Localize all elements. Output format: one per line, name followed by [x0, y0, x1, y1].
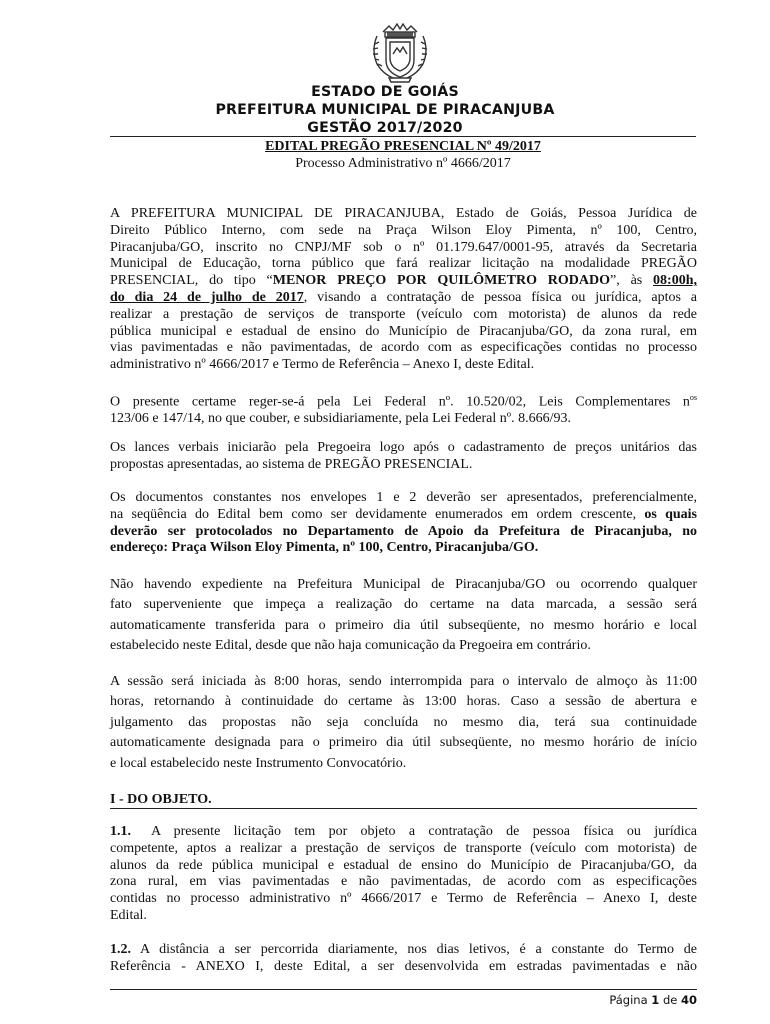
legal-line — [110, 390, 697, 411]
no-office-line: Não havendo expediente na Prefeitura Municipal de Piracanjuba/GO ou ocorrendo qualquer — [110, 577, 697, 592]
legal-superscript: os — [689, 393, 697, 402]
clause-line: alunos da rede pública municipal e estadual de ensino do Município de Piracanjuba/GO, da — [110, 857, 697, 873]
clause-line: zona rural, em vias pavimentadas e não pavimentadas, de acordo com as especificações — [110, 874, 697, 890]
section-heading: I - DO OBJETO. — [110, 792, 212, 807]
intro-line: vias pavimentadas e não pavimentadas, de acordo com as especificações contidas no processo — [110, 340, 697, 356]
clause-number: 1.1. — [110, 824, 131, 839]
clause-text: A presente licitação tem por objeto a contratação de pessoa física ou jurídica — [151, 824, 697, 839]
clause-line: Referência - ANEXO I, deste Edital, a ser desenvolvida em estradas pavimentadas e não — [110, 958, 697, 974]
intro-text: , visando a contratação de pessoa física ou jurídica, aptos a — [303, 289, 697, 305]
intro-line: pública municipal e estadual de ensino do Município de Piracanjuba/GO, da zona rural, em — [110, 323, 697, 339]
prefecture-heading: PREFEITURA MUNICIPAL DE PIRACANJUBA — [215, 102, 555, 118]
bids-line: propostas apresentadas, ao sistema de PREGÃO PRESENCIAL. — [110, 456, 473, 472]
intro-line: realizar a prestação de serviços de transporte (veículo com motorista) de alunos da rede — [110, 306, 697, 322]
no-office-line: fato superveniente que impeça a realização do certame na data marcada, a sessão será — [110, 597, 697, 613]
edital-title: EDITAL PREGÃO PRESENCIAL Nº 49/2017 — [265, 139, 541, 154]
session-line: horas, retornando à continuidade do certame às 13:00 horas. Caso a sessão de abertura e — [110, 694, 697, 710]
documents-line: endereço: Praça Wilson Eloy Pimenta, nº 100, Centro, Piracanjuba/GO. — [110, 540, 539, 556]
intro-text: PRESENCIAL, do tipo “ — [110, 273, 273, 289]
clause-number: 1.2. — [110, 942, 131, 957]
page-total: 40 — [680, 993, 697, 1007]
page-label: Página — [609, 993, 648, 1007]
footer-divider — [110, 989, 697, 990]
clause-line — [110, 824, 697, 841]
documents-line: deverão ser protocolados no Departamento de Apoio da Prefeitura de Piracanjuba, no — [110, 523, 697, 539]
intro-line — [110, 273, 697, 290]
process-number: Processo Administrativo nº 4666/2017 — [295, 156, 511, 171]
bids-paragraph — [110, 440, 697, 474]
intro-line: administrativo nº 4666/2017 e Termo de Referência – Anexo I, deste Edital. — [110, 357, 535, 373]
legal-line: 123/06 e 147/14, no que couber, e subsidiariamente, pela Lei Federal nº. 8.666/93. — [110, 411, 571, 427]
clause-1-2 — [110, 942, 697, 976]
intro-line: Municipal de Educação, torna público que fará realizar licitação na modalidade PREGÃO — [110, 256, 697, 272]
documents-line: Os documentos constantes nos envelopes 1 e 2 deverão ser apresentados, preferencialmente, — [110, 490, 697, 505]
clause-line: contidas no processo administrativo nº 4666/2017 e Termo de Referência – Anexo I, deste — [110, 891, 697, 907]
page-footer — [609, 993, 697, 1007]
session-line: julgamento das propostas não seja concluída no mesmo dia, terá sua continuidade — [110, 714, 697, 730]
municipal-coat-of-arms-icon — [369, 20, 431, 84]
intro-line — [110, 290, 697, 307]
documents-bold-text: os quais — [644, 506, 697, 522]
page-number: 1 — [651, 993, 660, 1007]
documents-text: na seqüência do Edital bem como ser devidamente enumerados em ordem crescente, — [110, 506, 645, 522]
documents-paragraph — [110, 490, 697, 557]
intro-line: Direito Público Interno, com sede na Praça Wilson Eloy Pimenta, nº 100, Centro, — [110, 222, 697, 238]
intro-paragraph — [110, 206, 697, 374]
clause-line: Edital. — [110, 907, 147, 923]
state-heading: ESTADO DE GOIÁS — [311, 84, 459, 100]
session-time: 08:00h, — [653, 273, 697, 289]
clause-1-1 — [110, 824, 697, 925]
no-office-line: automaticamente transferida para o primeiro dia útil subseqüente, no mesmo horário e local — [110, 617, 697, 633]
session-line: e local estabelecido neste Instrumento Convocatório. — [110, 755, 407, 771]
tender-type: MENOR PREÇO POR QUILÔMETRO RODADO — [272, 273, 611, 289]
clause-text: A distância a ser percorrida diariamente, nos dias letivos, é a constante do Termo de — [140, 942, 697, 957]
clause-line: competente, aptos a realizar a prestação de serviços de transporte (veículo com motorista) de — [110, 840, 697, 856]
intro-line: Piracanjuba/GO, inscrito no CNPJ/MF sob o nº 01.179.647/0001-95, através da Secretaria — [110, 239, 697, 255]
section-divider — [110, 808, 697, 809]
no-office-paragraph — [110, 575, 697, 657]
session-line: A sessão será iniciada às 8:00 horas, sendo interrompida para o intervalo de almoço às 11:00 — [110, 674, 697, 689]
documents-line — [110, 507, 697, 524]
no-office-line: estabelecido neste Edital, desde que não haja comunicação da Pregoeira em contrário. — [110, 638, 591, 654]
bids-line: Os lances verbais iniciarão pela Pregoeira logo após o cadastramento de preços unitários das — [110, 440, 697, 455]
page-of: de — [662, 993, 678, 1007]
session-paragraph — [110, 672, 697, 774]
intro-line: A PREFEITURA MUNICIPAL DE PIRACANJUBA, Estado de Goiás, Pessoa Jurídica de — [110, 206, 697, 221]
legal-basis-paragraph — [110, 390, 697, 428]
session-line: automaticamente designada para o primeiro dia útil subseqüente, no mesmo horário de início — [110, 735, 697, 751]
header-divider — [110, 136, 696, 137]
intro-text: ”, às — [610, 273, 654, 289]
term-heading: GESTÃO 2017/2020 — [307, 120, 463, 136]
clause-line — [110, 942, 697, 959]
legal-text: O presente certame reger-se-á pela Lei Federal nº. 10.520/02, Leis Complementares n — [110, 394, 690, 410]
session-date: do dia 24 de julho de 2017 — [110, 289, 304, 305]
